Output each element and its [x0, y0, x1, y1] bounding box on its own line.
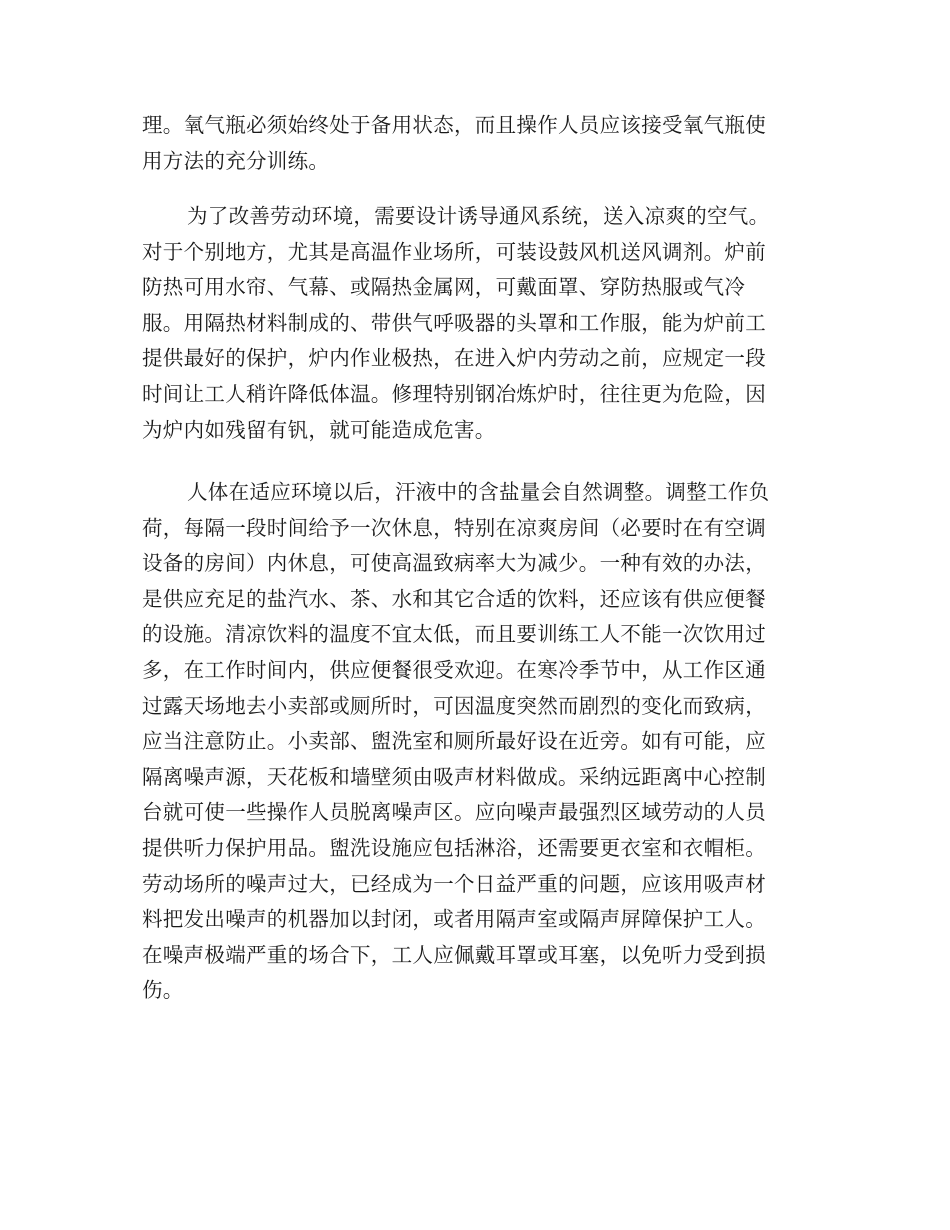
paragraph-line: 人体在适应环境以后，汗液中的含盐量会自然调整。调整工作负	[187, 480, 770, 504]
paragraph-line: 劳动场所的噪声过大，已经成为一个日益严重的问题，应该用吸声材	[142, 871, 766, 896]
paragraph-line: 过露天场地去小卖部或厕所时，可因温度突然而剧烈的变化而致病，	[142, 693, 766, 718]
paragraph-line: 是供应充足的盐汽水、茶、水和其它合适的饮料，还应该有供应便餐	[142, 586, 766, 611]
paragraph-line: 服。用隔热材料制成的、带供气呼吸器的头罩和工作服，能为炉前工	[142, 310, 766, 335]
paragraph-line: 设备的房间）内休息，可使高温致病率大为减少。一种有效的办法，	[142, 551, 766, 576]
paragraph-line: 的设施。清凉饮料的温度不宜太低，而且要训练工人不能一次饮用过	[142, 622, 766, 647]
paragraph-line: 料把发出噪声的机器加以封闭，或者用隔声室或隔声屏障保护工人。	[142, 907, 766, 932]
paragraph-line: 多，在工作时间内，供应便餐很受欢迎。在寒冷季节中，从工作区通	[142, 657, 766, 682]
paragraph-line: 在噪声极端严重的场合下，工人应佩戴耳罩或耳塞，以免听力受到损	[142, 942, 766, 967]
paragraph-line: 为了改善劳动环境，需要设计诱导通风系统，送入凉爽的空气。	[187, 204, 770, 228]
paragraph-line: 伤。	[142, 978, 184, 1003]
paragraph-line: 提供听力保护用品。盥洗设施应包括淋浴，还需要更衣室和衣帽柜。	[142, 835, 766, 860]
paragraph-3	[142, 475, 812, 1009]
paragraph-line: 荷，每隔一段时间给予一次休息，特别在凉爽房间（必要时在有空调	[142, 515, 766, 540]
paragraph-line: 提供最好的保护，炉内作业极热，在进入炉内劳动之前，应规定一段	[142, 346, 766, 371]
paragraph-line: 理。氧气瓶必须始终处于备用状态，而且操作人员应该接受氧气瓶使	[142, 113, 766, 137]
paragraph-line: 为炉内如残留有钒，就可能造成危害。	[142, 417, 496, 442]
paragraph-line: 应当注意防止。小卖部、盥洗室和厕所最好设在近旁。如有可能，应	[142, 729, 766, 754]
paragraph-1	[142, 108, 812, 179]
paragraph-line: 对于个别地方，尤其是高温作业场所，可装设鼓风机送风调剂。炉前	[142, 239, 766, 264]
paragraph-line: 时间让工人稍许降低体温。修理特别钢冶炼炉时，往往更为危险，因	[142, 381, 766, 406]
paragraph-line: 用方法的充分训练。	[142, 148, 330, 173]
paragraph-line: 防热可用水帘、气幕、或隔热金属网，可戴面罩、穿防热服或气冷	[142, 275, 746, 300]
paragraph-2	[142, 199, 812, 448]
paragraph-line: 隔离噪声源，天花板和墙壁须由吸声材料做成。采纳远距离中心控制	[142, 764, 766, 789]
paragraph-line: 台就可使一些操作人员脱离噪声区。应向噪声最强烈区域劳动的人员	[142, 800, 766, 825]
